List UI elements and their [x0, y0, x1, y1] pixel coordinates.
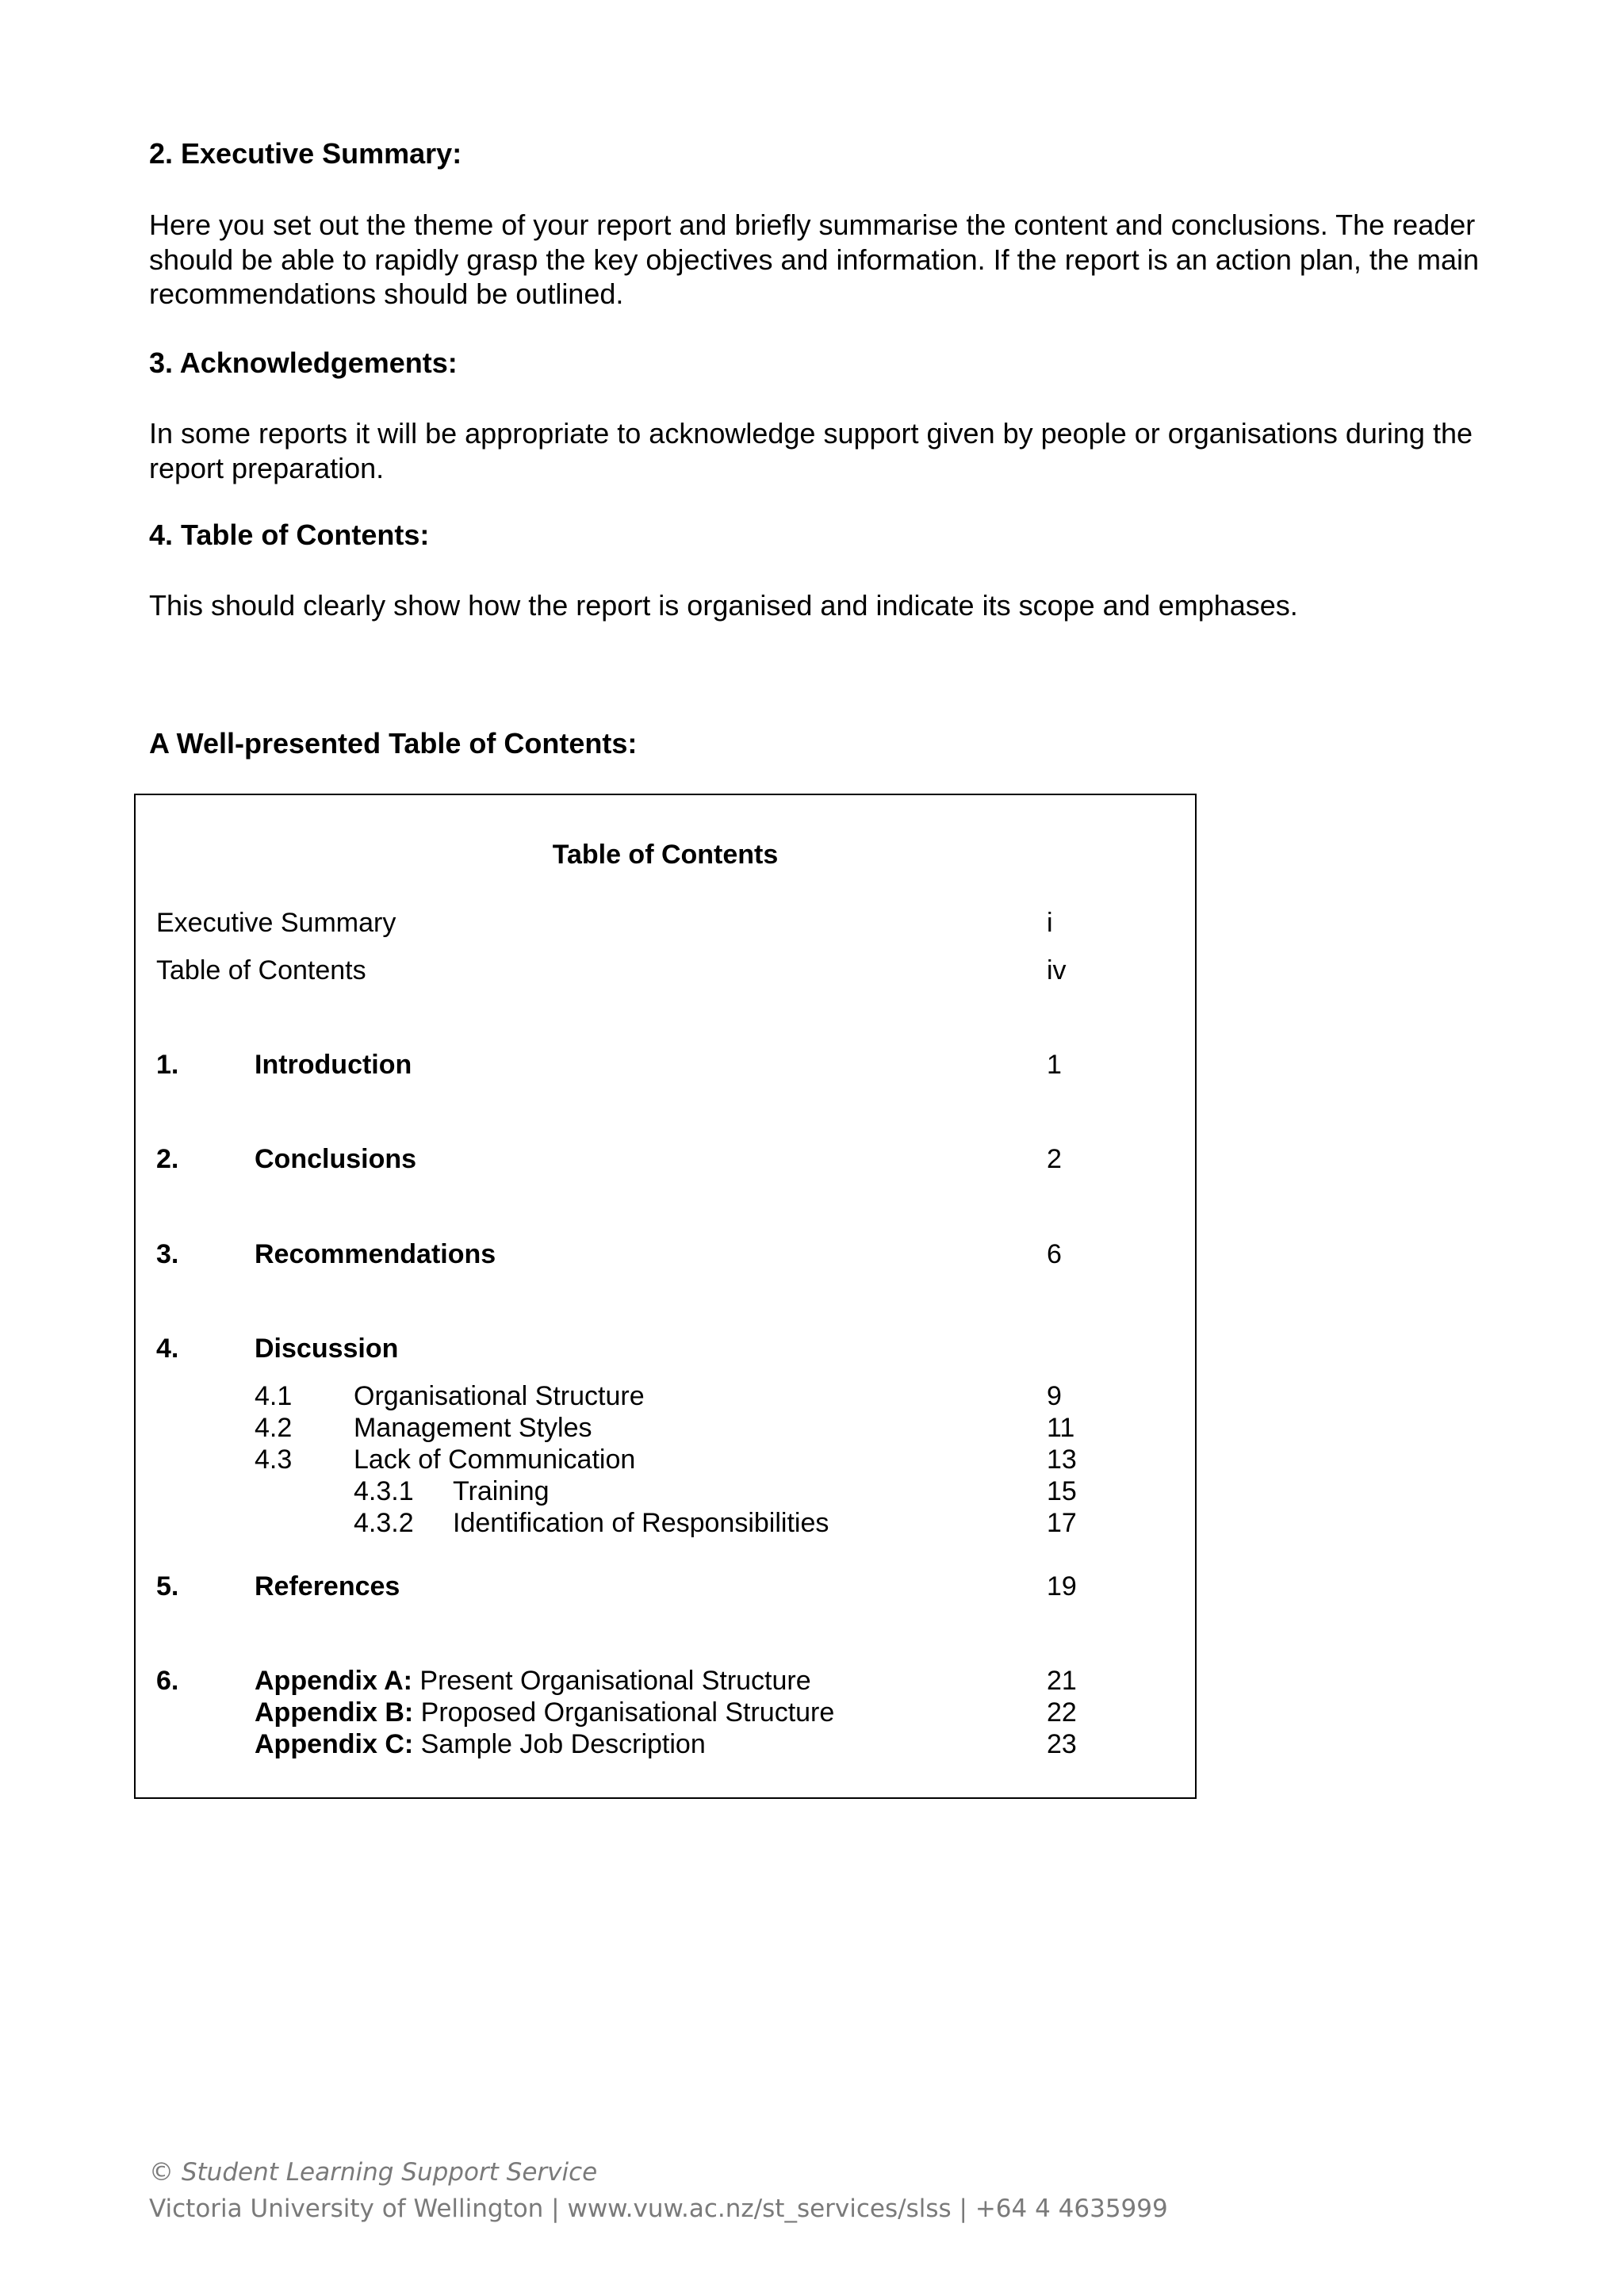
- toc-chapter-label: Conclusions: [255, 1144, 417, 1174]
- toc-chapter-number: 5.: [156, 1571, 179, 1601]
- toc-chapter-label: Discussion: [255, 1334, 399, 1364]
- toc-appendix-entry: [255, 1665, 811, 1697]
- toc-chapter-page: 1: [1047, 1050, 1062, 1080]
- toc-appendix-label: Present Organisational Structure: [412, 1666, 811, 1696]
- toc-chapter-number: 1.: [156, 1050, 179, 1080]
- toc-subsection-number: 4.3: [255, 1445, 293, 1475]
- toc-chapter-number: 2.: [156, 1144, 179, 1174]
- toc-subsection-page: 13: [1047, 1445, 1077, 1475]
- toc-appendix-page: 21: [1047, 1666, 1077, 1696]
- toc-front-page: i: [1047, 908, 1053, 938]
- toc-appendix-label: Proposed Organisational Structure: [413, 1697, 835, 1728]
- toc-chapter-page: 6: [1047, 1239, 1062, 1269]
- toc-subsection-number: 4.2: [255, 1413, 293, 1443]
- section-heading-executive-summary: 2. Executive Summary:: [149, 137, 462, 170]
- toc-subsubsection-number: 4.3.2: [354, 1508, 414, 1538]
- toc-appendix-entry: [255, 1728, 706, 1760]
- toc-appendix-label: Sample Job Description: [413, 1729, 706, 1759]
- toc-appendix-entry: [255, 1697, 834, 1728]
- toc-title: Table of Contents: [552, 840, 779, 870]
- toc-subsection-page: 11: [1047, 1413, 1075, 1443]
- toc-chapter-label: Recommendations: [255, 1239, 496, 1269]
- toc-subsection-label: Organisational Structure: [354, 1381, 645, 1411]
- toc-appendix-tag: Appendix C:: [255, 1729, 414, 1759]
- section-heading-table-of-contents: 4. Table of Contents:: [149, 519, 430, 551]
- section-text-executive-summary: Here you set out the theme of your report and briefly summarise the content and conclusions. The reader should be able to rapidly grasp the key objectives and information. If the report is an action plan, the main recommendations should be outlined.: [149, 209, 1479, 310]
- toc-subsection-label: Lack of Communication: [354, 1445, 636, 1475]
- toc-example-box: [134, 794, 1197, 1799]
- toc-subsection-number: 4.1: [255, 1381, 293, 1411]
- toc-chapter-page: 19: [1047, 1571, 1077, 1601]
- toc-appendix-tag: Appendix A:: [255, 1666, 412, 1696]
- toc-appendix-page: 23: [1047, 1729, 1077, 1759]
- section-text-table-of-contents: This should clearly show how the report is organised and indicate its scope and emphases.: [149, 589, 1298, 622]
- toc-subsubsection-page: 15: [1047, 1476, 1077, 1506]
- footer-copyright: © Student Learning Support Service: [149, 2158, 598, 2187]
- toc-chapter-number: 6.: [156, 1666, 179, 1696]
- toc-appendix-tag: Appendix B:: [255, 1697, 414, 1728]
- toc-subsubsection-label: Identification of Responsibilities: [453, 1508, 829, 1538]
- section-heading-acknowledgements: 3. Acknowledgements:: [149, 346, 458, 379]
- toc-front-label: Executive Summary: [156, 908, 396, 938]
- toc-subsubsection-page: 17: [1047, 1508, 1077, 1538]
- section-text-acknowledgements: In some reports it will be appropriate to acknowledge support given by people or organisations during the report preparation.: [149, 417, 1473, 484]
- toc-chapter-number: 4.: [156, 1334, 179, 1364]
- toc-subsection-label: Management Styles: [354, 1413, 592, 1443]
- toc-appendix-page: 22: [1047, 1697, 1077, 1728]
- toc-chapter-number: 3.: [156, 1239, 179, 1269]
- toc-subsubsection-label: Training: [453, 1476, 550, 1506]
- toc-chapter-label: Introduction: [255, 1050, 412, 1080]
- footer-contact: Victoria University of Wellington | www.vuw.ac.nz/st_services/slss | +64 4 4635999: [149, 2195, 1168, 2223]
- toc-front-page: iv: [1047, 955, 1067, 985]
- toc-subsubsection-number: 4.3.1: [354, 1476, 414, 1506]
- toc-chapter-page: 2: [1047, 1144, 1062, 1174]
- example-heading: A Well-presented Table of Contents:: [149, 727, 638, 760]
- toc-subsection-page: 9: [1047, 1381, 1062, 1411]
- toc-front-label: Table of Contents: [156, 955, 366, 985]
- toc-chapter-label: References: [255, 1571, 400, 1601]
